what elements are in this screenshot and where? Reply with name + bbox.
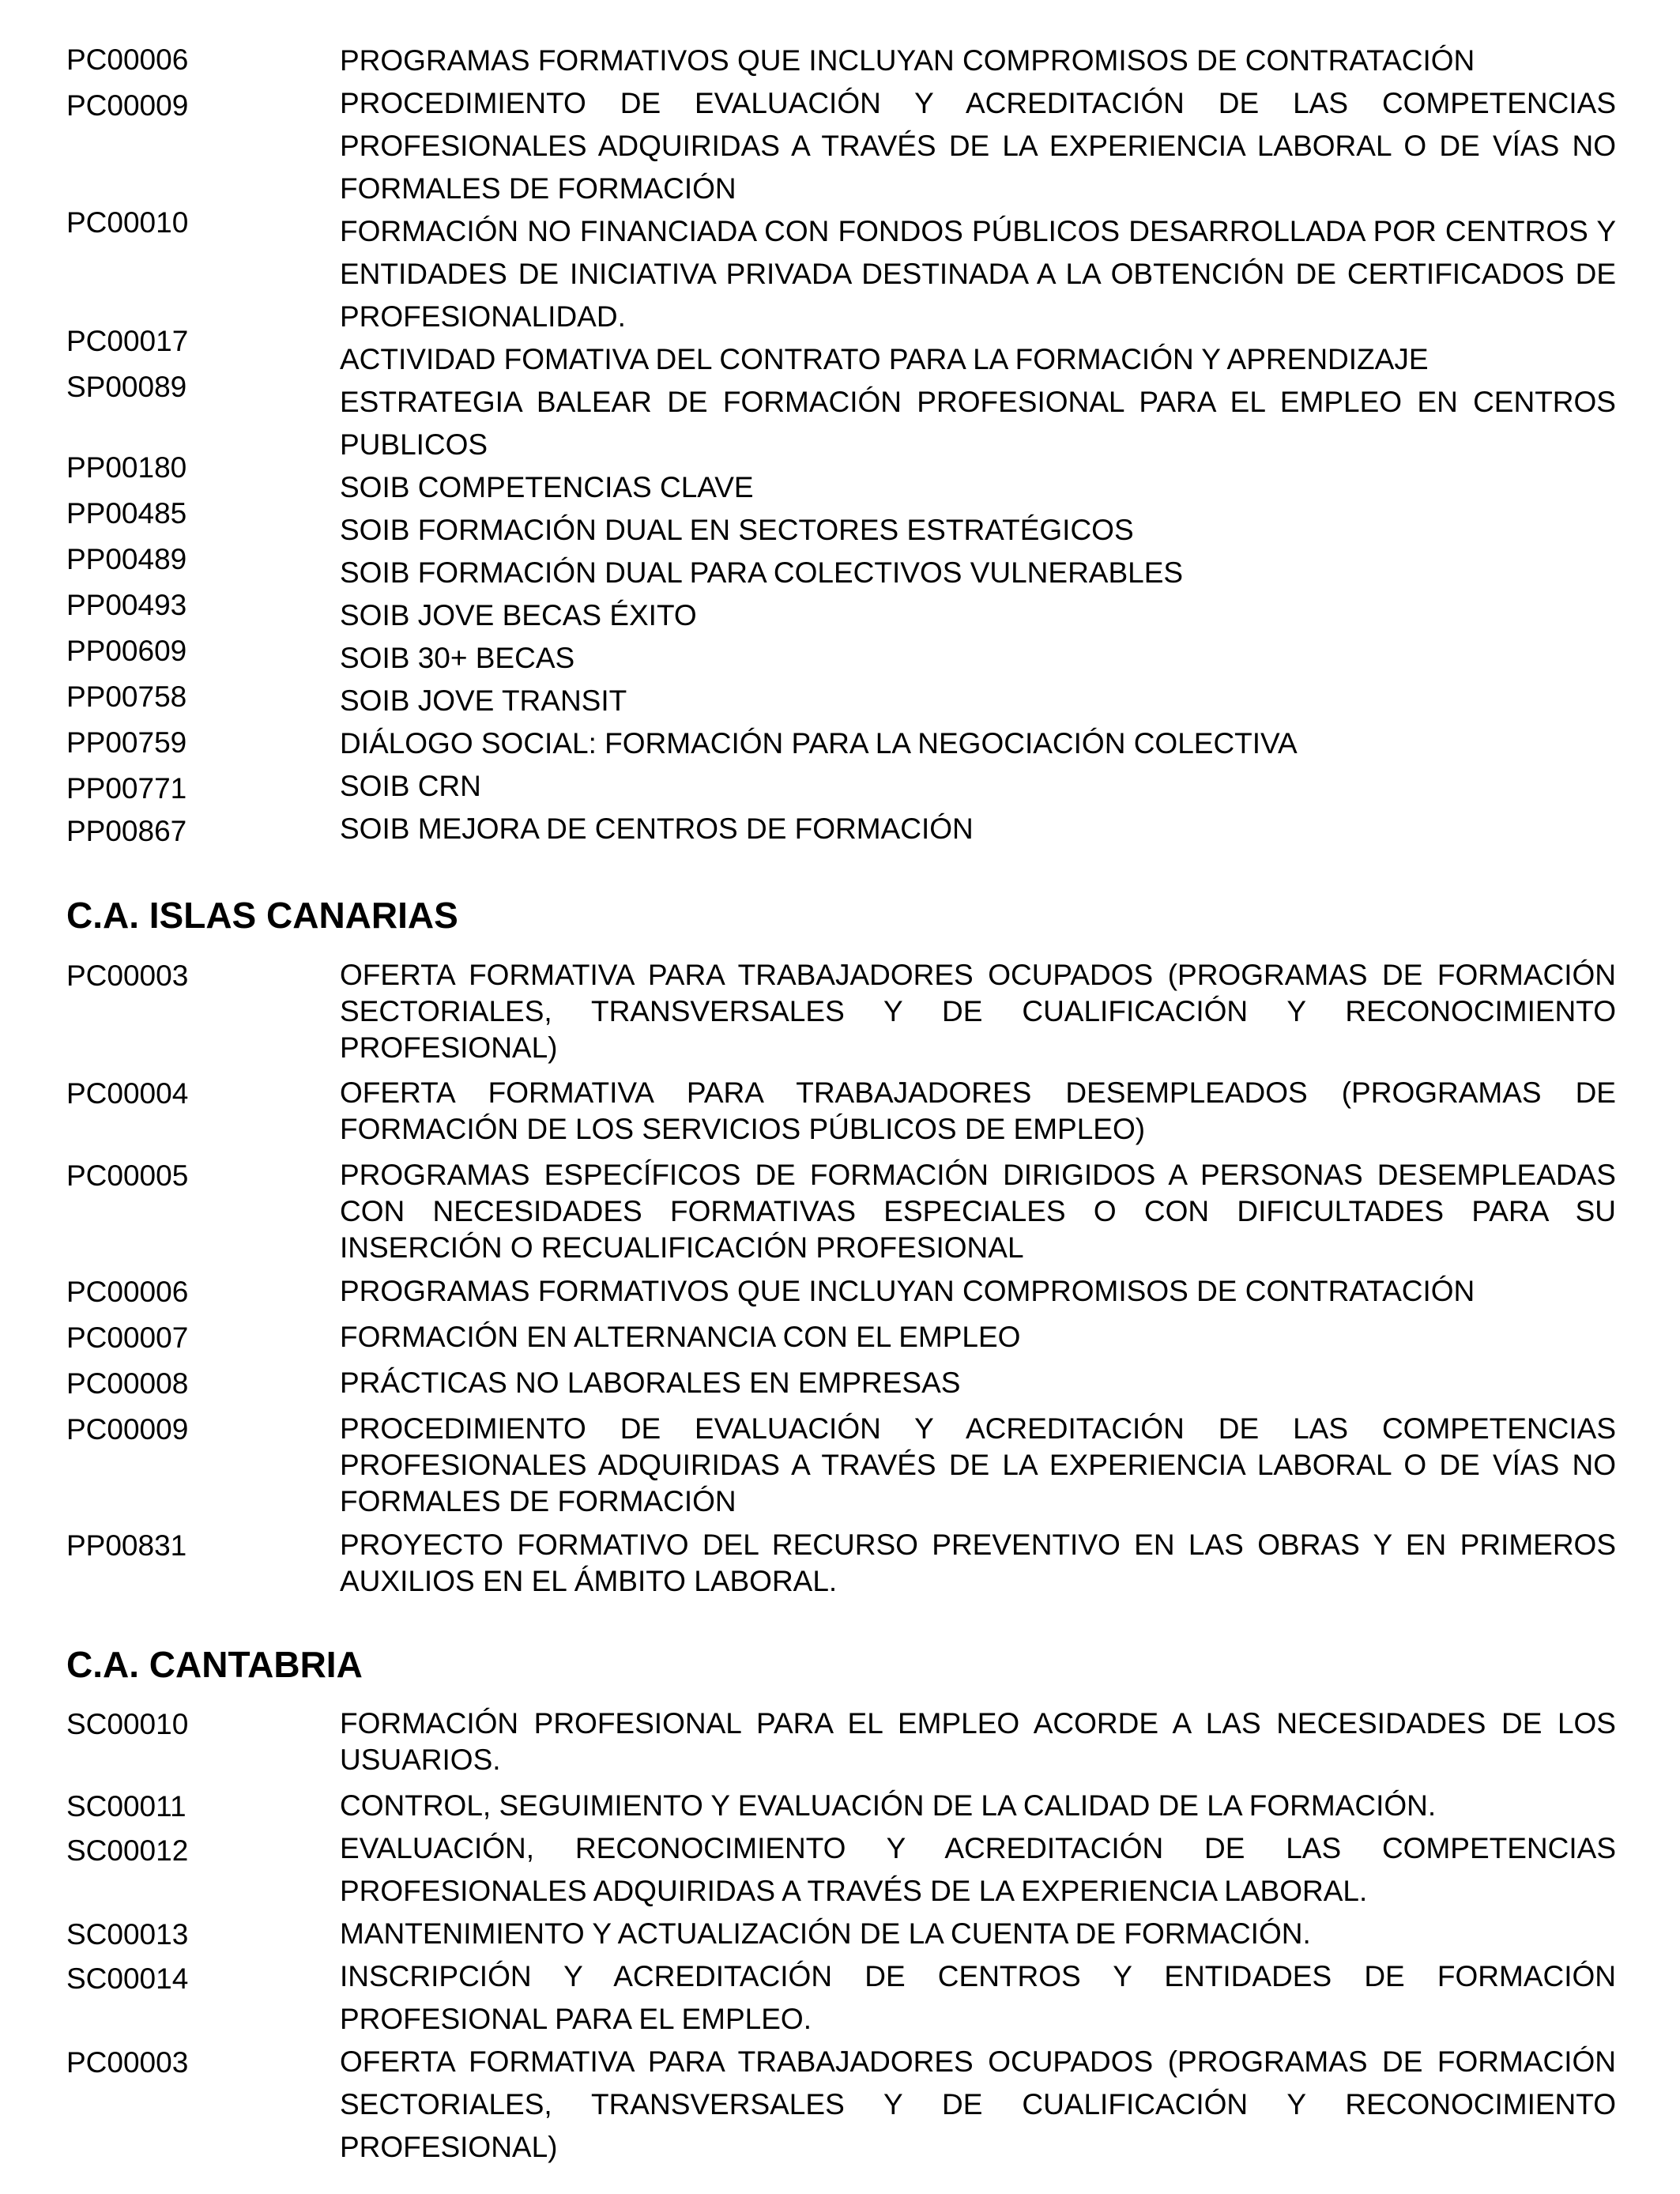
program-description: INSCRIPCIÓN Y ACREDITACIÓN DE CENTROS Y ENTIDADES DE FORMACIÓN PROFESIONAL PARA EL EMPLEO. (340, 1960, 1616, 2035)
program-code: PP00758 (66, 680, 187, 713)
program-description: ACTIVIDAD FOMATIVA DEL CONTRATO PARA LA FORMACIÓN Y APRENDIZAJE (340, 343, 1429, 375)
program-code: PP00180 (66, 451, 187, 484)
program-code: PC00010 (66, 206, 189, 239)
program-description: CONTROL, SEGUIMIENTO Y EVALUACIÓN DE LA CALIDAD DE LA FORMACIÓN. (340, 1789, 1437, 1822)
program-code: PC00006 (66, 1276, 189, 1308)
program-description: SOIB FORMACIÓN DUAL PARA COLECTIVOS VULNERABLES (340, 556, 1184, 589)
program-description: PRÁCTICAS NO LABORALES EN EMPRESAS (340, 1367, 961, 1399)
program-description: SOIB FORMACIÓN DUAL EN SECTORES ESTRATÉGICOS (340, 514, 1134, 546)
program-code: PP00771 (66, 772, 187, 805)
program-code: SC00011 (66, 1790, 186, 1823)
program-code: SC00010 (66, 1708, 189, 1740)
program-description: OFERTA FORMATIVA PARA TRABAJADORES OCUPADOS (PROGRAMAS DE FORMACIÓN SECTORIALES, TRANSVERSALES Y DE CUALIFICACIÓN Y RECONOCIMIENTO PROFESIONAL) (340, 2045, 1616, 2163)
program-code: SC00013 (66, 1918, 189, 1951)
program-code: PC00009 (66, 1413, 189, 1446)
program-code: PP00493 (66, 589, 187, 621)
program-code: PP00759 (66, 726, 187, 759)
program-code: PC00006 (66, 43, 189, 76)
program-description: DIÁLOGO SOCIAL: FORMACIÓN PARA LA NEGOCIACIÓN COLECTIVA (340, 727, 1298, 760)
program-description: SOIB COMPETENCIAS CLAVE (340, 471, 754, 503)
program-code: SC00012 (66, 1834, 189, 1867)
program-code: PP00485 (66, 497, 187, 530)
program-description: SOIB MEJORA DE CENTROS DE FORMACIÓN (340, 812, 974, 845)
program-description: PROCEDIMIENTO DE EVALUACIÓN Y ACREDITACIÓN DE LAS COMPETENCIAS PROFESIONALES ADQUIRIDAS A TRAVÉS DE LA EXPERIENCIA LABORAL O DE VÍAS NO FORMALES DE FORMACIÓN (340, 87, 1616, 205)
program-code: PC00003 (66, 2046, 189, 2079)
program-description: PROGRAMAS FORMATIVOS QUE INCLUYAN COMPROMISOS DE CONTRATACIÓN (340, 1275, 1475, 1307)
program-code: PP00609 (66, 635, 187, 667)
program-description: OFERTA FORMATIVA PARA TRABAJADORES OCUPADOS (PROGRAMAS DE FORMACIÓN SECTORIALES, TRANSVERSALES Y DE CUALIFICACIÓN Y RECONOCIMIENTO PROFESIONAL) (340, 959, 1616, 1064)
section-heading-canarias: C.A. ISLAS CANARIAS (66, 895, 458, 936)
program-code: PC00004 (66, 1077, 189, 1110)
program-code: PC00003 (66, 959, 189, 992)
program-description: OFERTA FORMATIVA PARA TRABAJADORES DESEMPLEADOS (PROGRAMAS DE FORMACIÓN DE LOS SERVICIOS PÚBLICOS DE EMPLEO) (340, 1076, 1616, 1145)
program-description: FORMACIÓN NO FINANCIADA CON FONDOS PÚBLICOS DESARROLLADA POR CENTROS Y ENTIDADES DE INICIATIVA PRIVADA DESTINADA A LA OBTENCIÓN DE CERTIFICADOS DE PROFESIONALIDAD. (340, 215, 1616, 333)
program-description: SOIB JOVE BECAS ÉXITO (340, 599, 697, 631)
program-code: PC00009 (66, 89, 189, 122)
program-code: PC00017 (66, 325, 189, 357)
program-code: PC00005 (66, 1159, 189, 1192)
program-code: PC00007 (66, 1321, 189, 1354)
program-code: PP00867 (66, 815, 187, 847)
program-description: PROYECTO FORMATIVO DEL RECURSO PREVENTIVO EN LAS OBRAS Y EN PRIMEROS AUXILIOS EN EL ÁMBITO LABORAL. (340, 1529, 1616, 1597)
program-description: SOIB JOVE TRANSIT (340, 684, 627, 717)
program-description: EVALUACIÓN, RECONOCIMIENTO Y ACREDITACIÓN DE LAS COMPETENCIAS PROFESIONALES ADQUIRIDAS A TRAVÉS DE LA EXPERIENCIA LABORAL. (340, 1832, 1616, 1907)
program-description: FORMACIÓN EN ALTERNANCIA CON EL EMPLEO (340, 1321, 1021, 1353)
program-description: SOIB 30+ BECAS (340, 642, 575, 674)
program-description: PROGRAMAS FORMATIVOS QUE INCLUYAN COMPROMISOS DE CONTRATACIÓN (340, 44, 1475, 77)
program-description: SOIB CRN (340, 770, 481, 802)
program-description: FORMACIÓN PROFESIONAL PARA EL EMPLEO ACORDE A LAS NECESIDADES DE LOS USUARIOS. (340, 1707, 1616, 1776)
program-code: SC00014 (66, 1962, 189, 1995)
program-code: PC00008 (66, 1367, 189, 1400)
program-description: ESTRATEGIA BALEAR DE FORMACIÓN PROFESIONAL PARA EL EMPLEO EN CENTROS PUBLICOS (340, 386, 1616, 461)
program-code: SP00089 (66, 371, 187, 403)
program-code: PP00831 (66, 1529, 187, 1562)
program-code: PP00489 (66, 543, 187, 575)
section-heading-cantabria: C.A. CANTABRIA (66, 1644, 363, 1685)
program-description: PROGRAMAS ESPECÍFICOS DE FORMACIÓN DIRIGIDOS A PERSONAS DESEMPLEADAS CON NECESIDADES FORMATIVAS ESPECIALES O CON DIFICULTADES PARA SU INSERCIÓN O RECUALIFICACIÓN PROFESIONAL (340, 1159, 1616, 1264)
program-description: PROCEDIMIENTO DE EVALUACIÓN Y ACREDITACIÓN DE LAS COMPETENCIAS PROFESIONALES ADQUIRIDAS A TRAVÉS DE LA EXPERIENCIA LABORAL O DE VÍAS NO FORMALES DE FORMACIÓN (340, 1412, 1616, 1517)
program-description: MANTENIMIENTO Y ACTUALIZACIÓN DE LA CUENTA DE FORMACIÓN. (340, 1917, 1311, 1950)
